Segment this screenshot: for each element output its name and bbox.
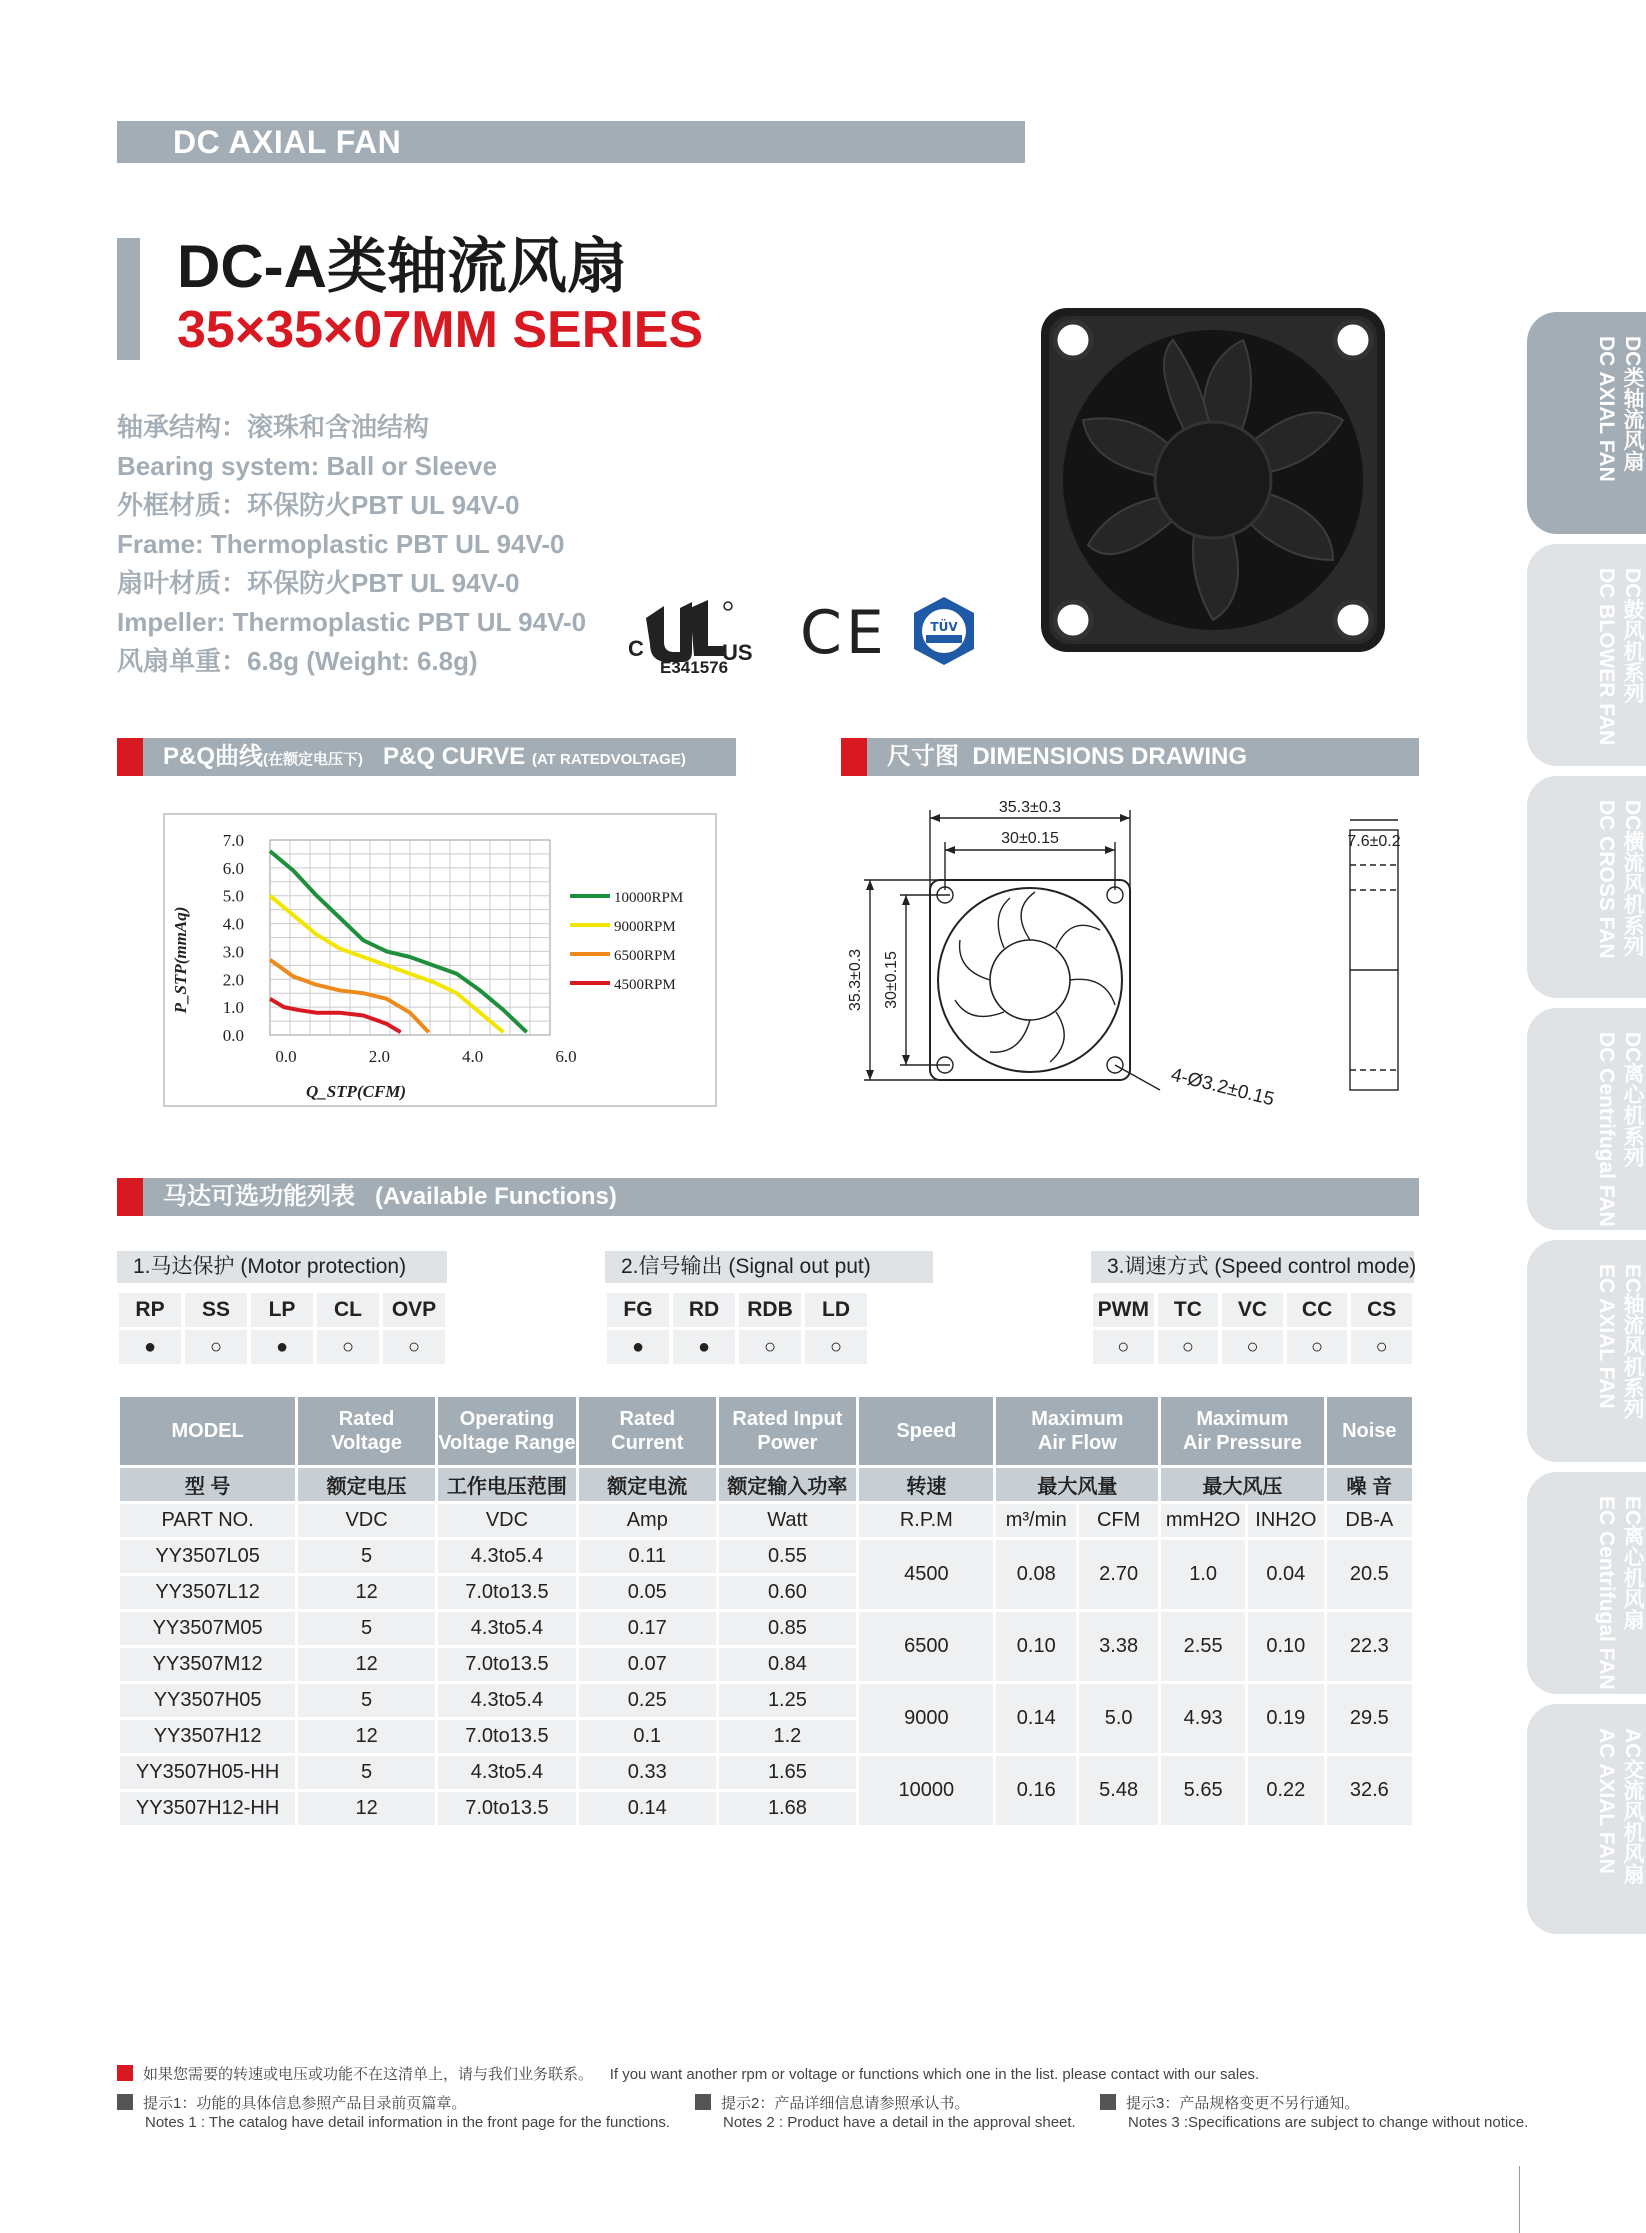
current-cell: 0.33: [579, 1756, 716, 1789]
speed-cell: 10000: [859, 1756, 993, 1825]
legend-label: 9000RPM: [614, 919, 676, 935]
fn-label: LD: [805, 1293, 867, 1327]
y-tick-label: 1.0: [222, 998, 244, 1018]
power-cell: 1.25: [719, 1684, 857, 1717]
dimensions-section-header: 尺寸图 DIMENSIONS DRAWING: [841, 738, 1419, 776]
cn-header: 噪 音: [1327, 1468, 1412, 1501]
range-cell: 7.0to13.5: [438, 1720, 576, 1753]
fan-product-image: [1033, 300, 1393, 660]
fn-mark: ○: [1093, 1330, 1154, 1364]
current-cell: 0.1: [579, 1720, 716, 1753]
spec-frame-cn: 外框材质：环保防火PBT UL 94V-0: [117, 490, 520, 520]
current-cell: 0.11: [579, 1540, 716, 1573]
page-title: DC-A类轴流风扇: [177, 233, 627, 300]
function-group-title: 1.马达保护 (Motor protection): [117, 1251, 447, 1283]
fn-mark: ○: [1158, 1330, 1219, 1364]
y-tick-label: 2.0: [222, 970, 244, 990]
power-cell: 0.85: [719, 1612, 857, 1645]
fn-label: VC: [1222, 1293, 1283, 1327]
function-group-title: 3.调速方式 (Speed control mode): [1091, 1251, 1414, 1283]
m3-cell: 0.08: [996, 1540, 1076, 1609]
tab-dc-centrifugal-fan[interactable]: DC离心机系列 DC Centrifugal FAN: [1527, 1008, 1646, 1230]
ul-file-number: E341576: [660, 658, 729, 677]
power-cell: 1.68: [719, 1792, 857, 1825]
inh2o-cell: 0.22: [1248, 1756, 1324, 1825]
cfm-cell: 3.38: [1079, 1612, 1158, 1681]
table-row: [120, 1612, 1412, 1645]
dim-mount-holes: 4-Ø3.2±0.15: [1168, 1064, 1277, 1111]
dim-hole-height: 30±0.15: [883, 951, 900, 1009]
spec-impeller-cn: 扇叶材质：环保防火PBT UL 94V-0: [117, 568, 520, 598]
dim-outer-width: 35.3±0.3: [998, 799, 1062, 816]
voltage-cell: 12: [298, 1720, 435, 1753]
tab-dc-axial-fan[interactable]: DC类轴流风扇 DC AXIAL FAN: [1527, 312, 1646, 534]
fn-label: OVP: [383, 1293, 445, 1327]
spec-frame-en: Frame: Thermoplastic PBT UL 94V-0: [117, 529, 565, 559]
current-cell: 0.07: [579, 1648, 716, 1681]
dim-outer-height: 35.3±0.3: [847, 948, 864, 1012]
y-tick-label: 4.0: [222, 914, 244, 934]
ul-c-text: C: [628, 636, 644, 661]
function-group-signal-output: [605, 1251, 933, 1364]
range-cell: 7.0to13.5: [438, 1576, 576, 1609]
model-cell: YY3507L05: [120, 1540, 295, 1573]
table-row: [120, 1684, 1412, 1717]
tuv-cert-icon: [908, 595, 980, 667]
x-tick-label: 0.0: [275, 1047, 297, 1066]
fn-label: RP: [119, 1293, 181, 1327]
noise-cell: 32.6: [1327, 1756, 1412, 1825]
title-accent-bar: [117, 238, 140, 360]
model-cell: YY3507H05-HH: [120, 1756, 295, 1789]
cn-header: 型 号: [120, 1468, 295, 1501]
fn-mark: ○: [1351, 1330, 1412, 1364]
square-icon: [117, 2094, 133, 2110]
unit-cell: CFM: [1079, 1504, 1158, 1537]
pq-curve-chart: [160, 810, 720, 1110]
noise-cell: 29.5: [1327, 1684, 1412, 1753]
model-cell: YY3507H05: [120, 1684, 295, 1717]
unit-cell: VDC: [438, 1504, 576, 1537]
range-cell: 4.3to5.4: [438, 1612, 576, 1645]
mmh2o-cell: 4.93: [1161, 1684, 1245, 1753]
square-icon: [1100, 2094, 1116, 2110]
model-cell: YY3507M05: [120, 1612, 295, 1645]
unit-cell: Watt: [719, 1504, 857, 1537]
ul-us-text: US: [722, 640, 753, 665]
fn-mark: ○: [805, 1330, 867, 1364]
tab-ec-axial-fan[interactable]: EC轴流风机系列 EC AXIAL FAN: [1527, 1240, 1646, 1462]
col-header-input-power: Rated Input Power: [719, 1397, 857, 1465]
red-square-icon: [117, 2065, 133, 2081]
table-row: [120, 1756, 1412, 1789]
dimensions-drawing: [847, 790, 1420, 1130]
voltage-cell: 5: [298, 1540, 435, 1573]
range-cell: 4.3to5.4: [438, 1684, 576, 1717]
function-group-title: 2.信号输出 (Signal out put): [605, 1251, 933, 1283]
voltage-cell: 12: [298, 1792, 435, 1825]
fn-label: CC: [1287, 1293, 1348, 1327]
fn-mark: ●: [607, 1330, 669, 1364]
table-cn-header-row: [120, 1468, 1412, 1501]
table-header-row: [120, 1397, 1412, 1465]
cfm-cell: 2.70: [1079, 1540, 1158, 1609]
current-cell: 0.05: [579, 1576, 716, 1609]
cn-header: 额定电流: [579, 1468, 716, 1501]
fn-label: SS: [185, 1293, 247, 1327]
model-cell: YY3507M12: [120, 1648, 295, 1681]
fn-mark: ●: [119, 1330, 181, 1364]
voltage-cell: 5: [298, 1756, 435, 1789]
col-header-rated-voltage: Rated Voltage: [298, 1397, 435, 1465]
fn-label: TC: [1158, 1293, 1219, 1327]
dim-hole-width: 30±0.15: [1001, 830, 1059, 847]
fn-mark: ○: [739, 1330, 801, 1364]
spec-bearing-cn: 轴承结构：滚珠和含油结构: [117, 412, 430, 442]
tab-dc-cross-fan[interactable]: DC横流风机系列 DC CROSS FAN: [1527, 776, 1646, 998]
unit-cell: Amp: [579, 1504, 716, 1537]
voltage-cell: 12: [298, 1648, 435, 1681]
ce-mark: CE: [800, 598, 888, 668]
unit-cell: VDC: [298, 1504, 435, 1537]
category-header: DC AXIAL FAN: [117, 121, 1025, 163]
col-header-rated-current: Rated Current: [579, 1397, 716, 1465]
table-row: [120, 1540, 1412, 1573]
tab-dc-blower-fan[interactable]: DC鼓风机系列 DC BLOWER FAN: [1527, 544, 1646, 766]
fn-mark: ○: [383, 1330, 445, 1364]
tab-ac-axial-fan[interactable]: AC交流风机风扇 AC AXIAL FAN: [1527, 1704, 1646, 1934]
chart-y-label: P_STP(mmAq): [171, 906, 190, 1014]
m3-cell: 0.14: [996, 1684, 1076, 1753]
fn-label: CS: [1351, 1293, 1412, 1327]
legend-label: 4500RPM: [614, 977, 676, 993]
fn-mark: ○: [317, 1330, 379, 1364]
x-tick-label: 2.0: [368, 1047, 390, 1066]
inh2o-cell: 0.19: [1248, 1684, 1324, 1753]
voltage-cell: 5: [298, 1612, 435, 1645]
tab-ec-centrifugal-fan[interactable]: EC离心机风扇 EC Centrifugal FAN: [1527, 1472, 1646, 1694]
m3-cell: 0.16: [996, 1756, 1076, 1825]
fn-label: RDB: [739, 1293, 801, 1327]
range-cell: 4.3to5.4: [438, 1756, 576, 1789]
spec-table: [117, 1394, 1415, 1828]
note-2: 提示2：产品详细信息请参照承认书。 Notes 2 : Product have a detail in the approval sheet.: [695, 2094, 1076, 2132]
m3-cell: 0.10: [996, 1612, 1076, 1681]
speed-cell: 6500: [859, 1612, 993, 1681]
voltage-cell: 12: [298, 1576, 435, 1609]
fn-mark: ○: [1222, 1330, 1283, 1364]
y-tick-label: 0.0: [222, 1026, 244, 1045]
range-cell: 7.0to13.5: [438, 1792, 576, 1825]
series-title: 35×35×07MM SERIES: [177, 301, 704, 359]
current-cell: 0.25: [579, 1684, 716, 1717]
dim-thickness: 7.6±0.2: [1347, 833, 1401, 850]
fn-label: RD: [673, 1293, 735, 1327]
col-header-voltage-range: Operating Voltage Range: [438, 1397, 576, 1465]
col-header-noise: Noise: [1327, 1397, 1412, 1465]
inh2o-cell: 0.10: [1248, 1612, 1324, 1681]
cfm-cell: 5.0: [1079, 1684, 1158, 1753]
power-cell: 0.84: [719, 1648, 857, 1681]
current-cell: 0.14: [579, 1792, 716, 1825]
cn-header: 工作电压范围: [438, 1468, 576, 1501]
mmh2o-cell: 1.0: [1161, 1540, 1245, 1609]
power-cell: 1.65: [719, 1756, 857, 1789]
contact-note: 如果您需要的转速或电压或功能不在这清单上，请与我们业务联系。 If you want another rpm or voltage or functions which one in the list. please contact with our sales.: [117, 2065, 1259, 2084]
chart-x-label: Q_STP(CFM): [305, 1082, 407, 1101]
page-edge-rule: [1519, 2166, 1520, 2233]
legend-label: 6500RPM: [614, 948, 676, 964]
speed-cell: 9000: [859, 1684, 993, 1753]
range-cell: 4.3to5.4: [438, 1540, 576, 1573]
mmh2o-cell: 2.55: [1161, 1612, 1245, 1681]
model-cell: YY3507H12-HH: [120, 1792, 295, 1825]
fn-label: CL: [317, 1293, 379, 1327]
cn-header: 最大风量: [996, 1468, 1158, 1501]
pq-curve-section-header: P&Q曲线(在额定电压下) P&Q CURVE (AT RATEDVOLTAGE): [117, 738, 736, 776]
spec-bearing-en: Bearing system: Ball or Sleeve: [117, 451, 498, 481]
unit-cell: R.P.M: [859, 1504, 993, 1537]
fn-mark: ●: [251, 1330, 313, 1364]
model-cell: YY3507H12: [120, 1720, 295, 1753]
power-cell: 0.60: [719, 1576, 857, 1609]
fn-mark: ○: [185, 1330, 247, 1364]
cn-header: 额定输入功率: [719, 1468, 857, 1501]
fn-mark: ○: [1287, 1330, 1348, 1364]
noise-cell: 22.3: [1327, 1612, 1412, 1681]
unit-cell: DB-A: [1327, 1504, 1412, 1537]
y-tick-label: 7.0: [222, 831, 244, 850]
note-1: 提示1：功能的具体信息参照产品目录前页篇章。 Notes 1 : The catalog have detail information in the front page for the functions.: [117, 2094, 670, 2132]
fn-mark: ●: [673, 1330, 735, 1364]
cn-header: 转速: [859, 1468, 993, 1501]
inh2o-cell: 0.04: [1248, 1540, 1324, 1609]
mmh2o-cell: 5.65: [1161, 1756, 1245, 1825]
unit-cell: mmH2O: [1161, 1504, 1245, 1537]
voltage-cell: 5: [298, 1684, 435, 1717]
current-cell: 0.17: [579, 1612, 716, 1645]
cn-header: 最大风压: [1161, 1468, 1323, 1501]
fn-label: LP: [251, 1293, 313, 1327]
fn-label: FG: [607, 1293, 669, 1327]
power-cell: 1.2: [719, 1720, 857, 1753]
y-tick-label: 6.0: [222, 858, 244, 878]
spec-impeller-en: Impeller: Thermoplastic PBT UL 94V-0: [117, 607, 587, 637]
spec-weight: 风扇单重：6.8g (Weight: 6.8g): [117, 646, 478, 676]
function-group-motor-protection: [117, 1251, 447, 1364]
cfm-cell: 5.48: [1079, 1756, 1158, 1825]
col-header-speed: Speed: [859, 1397, 993, 1465]
col-header-air-flow: Maximum Air Flow: [996, 1397, 1158, 1465]
speed-cell: 4500: [859, 1540, 993, 1609]
unit-cell: m³/min: [996, 1504, 1076, 1537]
table-unit-row: [120, 1504, 1412, 1537]
legend-label: 10000RPM: [614, 890, 684, 906]
model-cell: YY3507L12: [120, 1576, 295, 1609]
power-cell: 0.55: [719, 1540, 857, 1573]
square-icon: [695, 2094, 711, 2110]
unit-cell: INH2O: [1248, 1504, 1324, 1537]
y-tick-label: 3.0: [222, 942, 244, 962]
col-header-model: MODEL: [120, 1397, 295, 1465]
y-tick-label: 5.0: [222, 886, 244, 906]
cn-header: 额定电压: [298, 1468, 435, 1501]
functions-section-header: 马达可选功能列表 (Available Functions): [117, 1178, 1419, 1216]
fn-label: PWM: [1093, 1293, 1154, 1327]
note-3: 提示3：产品规格变更不另行通知。 Notes 3 :Specifications are subject to change without notice.: [1100, 2094, 1528, 2132]
noise-cell: 20.5: [1327, 1540, 1412, 1609]
unit-cell: PART NO.: [120, 1504, 295, 1537]
range-cell: 7.0to13.5: [438, 1648, 576, 1681]
function-group-speed-control: [1091, 1251, 1417, 1364]
col-header-air-pressure: Maximum Air Pressure: [1161, 1397, 1323, 1465]
tuv-text: TÜV: [930, 620, 958, 634]
x-tick-label: 4.0: [462, 1047, 484, 1066]
x-tick-label: 6.0: [555, 1047, 577, 1066]
